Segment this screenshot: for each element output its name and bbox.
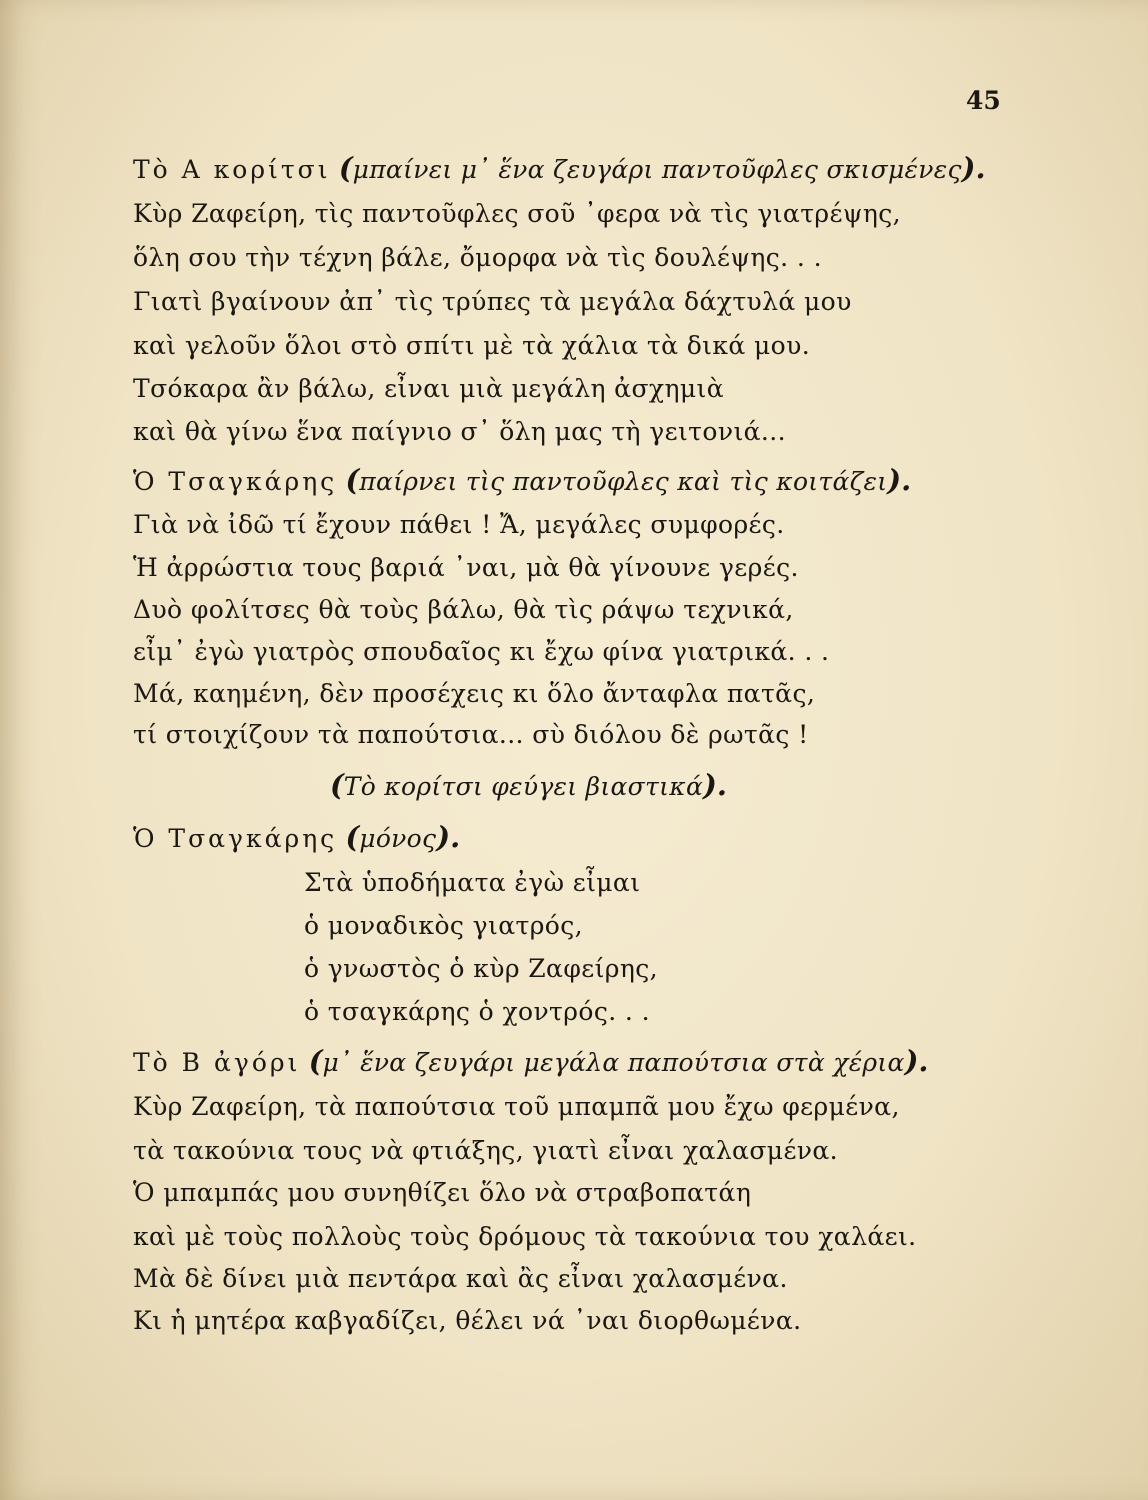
song-line: ὁ γνωστὸς ὁ κὺρ Ζαφείρης, <box>304 954 659 983</box>
verse-line: καὶ γελοῦν ὅλοι στὸ σπίτι μὲ τὰ χάλια τὰ δικά μου. <box>133 331 811 360</box>
stage-direction: μ᾽ ἕνα ζευγάρι μεγάλα παπούτσια στὰ χέρια <box>322 1048 905 1077</box>
song-line: Στὰ ὑποδήματα ἐγὼ εἶμαι <box>304 868 641 897</box>
paren-close: ). <box>961 151 986 185</box>
paren-close: ). <box>904 1044 929 1078</box>
speaker-heading <box>133 822 460 854</box>
paren-close: ). <box>436 820 461 854</box>
verse-line: Κὺρ Ζαφείρη, τὶς παντοῦφλες σοῦ ᾿φερα νὰ τὶς γιατρέψης, <box>133 199 902 228</box>
paren-open: ( <box>338 151 353 185</box>
verse-line: τὰ τακούνια τους νὰ φτιάξης, γιατὶ εἶναι χαλασμένα. <box>133 1136 839 1165</box>
paren-open: ( <box>345 463 360 497</box>
paren-close: ). <box>703 768 727 802</box>
stage-direction: μόνος <box>359 824 437 853</box>
paren-open: ( <box>308 1044 323 1078</box>
verse-line: Δυὸ φολίτσες θὰ τοὺς βάλω, θὰ τὶς ράψω τεχνικά, <box>133 595 794 624</box>
verse-line: εἶμ᾽ ἐγὼ γιατρὸς σπουδαῖος κι ἔχω φίνα γιατρικά. . . <box>133 637 830 666</box>
verse-line: Ὁ μπαμπάς μου συνηθίζει ὅλο νὰ στραβοπατάη <box>133 1178 752 1207</box>
stage-direction: Τὸ κορίτσι φεύγει βιαστικά <box>343 772 704 801</box>
verse-line: Μά, καημένη, δὲν προσέχεις κι ὅλο ἄνταφλα πατᾶς, <box>133 679 816 708</box>
paren-open: ( <box>345 820 360 854</box>
verse-line: Τσόκαρα ἂν βάλω, εἶναι μιὰ μεγάλη ἀσχημιὰ <box>133 374 724 403</box>
verse-line: Γιατὶ βγαίνουν ἀπ᾽ τὶς τρύπες τὰ μεγάλα δάχτυλά μου <box>133 287 852 316</box>
song-line: ὁ τσαγκάρης ὁ χοντρός. . . <box>304 997 650 1026</box>
speaker-heading <box>133 153 986 185</box>
stage-direction-line <box>330 770 727 802</box>
verse-line: ὅλη σου τὴν τέχνη βάλε, ὄμορφα νὰ τὶς δουλέψης. . . <box>133 243 822 272</box>
paren-open: ( <box>330 768 344 802</box>
speaker-name: Τὸ Α κορίτσι <box>133 155 331 184</box>
verse-line: τί στοιχίζουν τὰ παπούτσια... σὺ διόλου δὲ ρωτᾶς ! <box>133 720 809 749</box>
verse-line: Μὰ δὲ δίνει μιὰ πεντάρα καὶ ἂς εἶναι χαλασμένα. <box>133 1264 788 1293</box>
verse-line: Κι ἡ μητέρα καβγαδίζει, θέλει νά ᾿ναι διορθωμένα. <box>133 1306 802 1335</box>
song-line: ὁ μοναδικὸς γιατρός, <box>304 911 584 940</box>
verse-line: Κὺρ Ζαφείρη, τὰ παπούτσια τοῦ μπαμπᾶ μου ἔχω φερμένα, <box>133 1092 900 1121</box>
verse-line: Ἡ ἀρρώστια τους βαριά ᾿ναι, μὰ θὰ γίνουνε γερές. <box>133 553 799 582</box>
speaker-name: Τὸ Β ἀγόρι <box>133 1048 301 1077</box>
speaker-heading <box>133 465 911 497</box>
speaker-name: Ὁ Τσαγκάρης <box>133 467 338 496</box>
verse-line: Γιὰ νὰ ἰδῶ τί ἔχουν πάθει ! Ἄ, μεγάλες συμφορές. <box>133 510 785 539</box>
stage-direction: μπαίνει μ᾽ ἕνα ζευγάρι παντοῦφλες σκισμένες <box>352 155 962 184</box>
verse-line: καὶ θὰ γίνω ἕνα παίγνιο σ᾽ ὅλη μας τὴ γειτονιά... <box>133 417 786 446</box>
speaker-heading <box>133 1046 929 1078</box>
page-number: 45 <box>966 86 1001 115</box>
stage-direction: παίρνει τὶς παντοῦφλες καὶ τὶς κοιτάζει <box>359 467 888 496</box>
paren-close: ). <box>887 463 912 497</box>
speaker-name: Ὁ Τσαγκάρης <box>133 824 338 853</box>
verse-line: καὶ μὲ τοὺς πολλοὺς τοὺς δρόμους τὰ τακούνια του χαλάει. <box>133 1222 917 1251</box>
